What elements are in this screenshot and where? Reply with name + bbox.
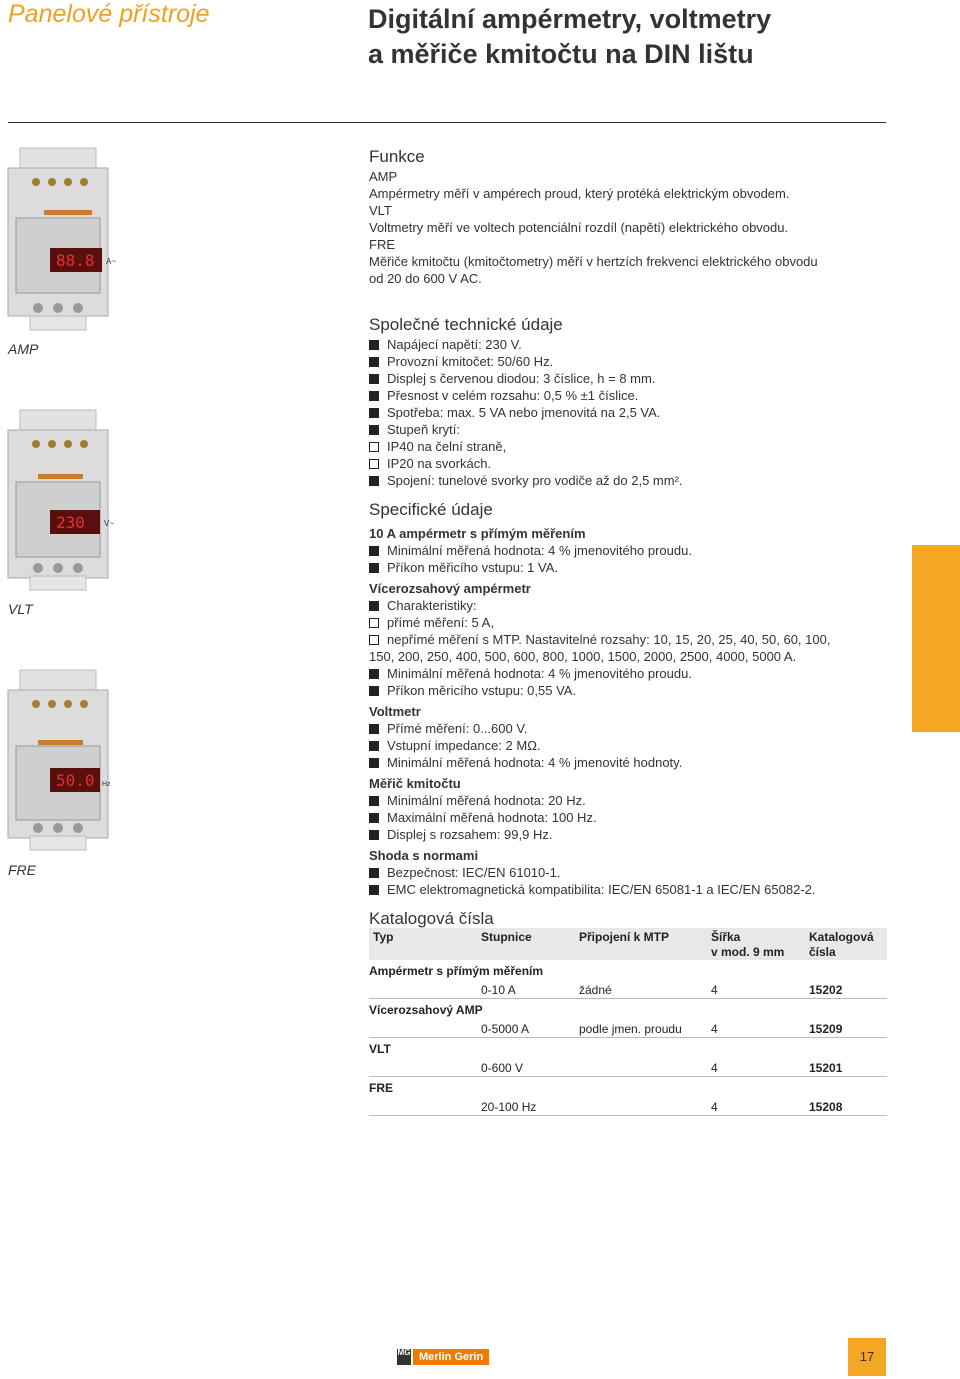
list-item-text: nepřímé měření s MTP. Nastavitelné rozsahy: 10, 15, 20, 25, 40, 50, 60, 100, (387, 632, 831, 647)
specificke-title: Specifické údaje (369, 500, 493, 519)
bullet-icon (369, 796, 379, 806)
table-row (369, 980, 887, 999)
bullet-icon (369, 408, 379, 418)
katalog-rows (369, 960, 887, 1116)
group-heading (369, 1077, 887, 1097)
list-item-text: Provozní kmitočet: 50/60 Hz. (387, 354, 554, 369)
spolecne-section (369, 314, 889, 489)
bullet-icon (369, 741, 379, 751)
spec-g5-heading: Shoda s normami (369, 848, 479, 863)
group-heading (369, 1038, 887, 1058)
spolecne-title: Společné technické údaje (369, 315, 563, 334)
col-sirka-line2: v mod. 9 mm (711, 945, 785, 959)
section-title: Panelové přístroje (8, 0, 210, 28)
fre-unit-text: Hz (102, 781, 111, 788)
bullet-icon (369, 813, 379, 823)
group-heading (369, 999, 887, 1019)
list-item (369, 404, 889, 421)
list-item (369, 737, 889, 754)
col-typ: Typ (373, 930, 394, 944)
cell-cislo: 15201 (809, 1061, 843, 1075)
col-stupnice: Stupnice (481, 930, 532, 944)
bullet-icon (369, 601, 379, 611)
list-item-text: Minimální měřená hodnota: 4 % jmenovitého proudu. (387, 666, 692, 681)
spolecne-list (369, 336, 889, 489)
cell-cislo: 15202 (809, 983, 843, 997)
list-item-text: Příkon měricího vstupu: 0,55 VA. (387, 683, 577, 698)
bullet-icon (369, 669, 379, 679)
bullet-icon (369, 724, 379, 734)
page-number: 17 (848, 1338, 886, 1376)
bullet-icon (369, 830, 379, 840)
bullet-icon (369, 391, 379, 401)
list-item (369, 353, 889, 370)
specificke-section (369, 499, 889, 898)
list-item (369, 754, 889, 771)
col-sirka-line1: Šířka (711, 930, 741, 944)
list-item (369, 370, 889, 387)
device-label-fre: FRE (8, 862, 36, 878)
brand-mark-icon: MG (397, 1349, 411, 1365)
spec-g2-heading: Vícerozsahový ampérmetr (369, 581, 531, 596)
device-label-amp: AMP (8, 341, 39, 357)
device-vlt-image (8, 410, 115, 600)
device-label-vlt: VLT (8, 601, 33, 617)
table-header (369, 928, 887, 960)
cell-cislo: 15208 (809, 1100, 843, 1114)
bullet-icon (369, 476, 379, 486)
cell-sirka: 4 (711, 1100, 718, 1114)
list-item (369, 455, 889, 472)
list-item-text: Minimální měřená hodnota: 4 % jmenovité hodnoty. (387, 755, 683, 770)
list-item-text: EMC elektromagnetická kompatibilita: IEC/EN 65081-1 a IEC/EN 65082-2. (387, 882, 816, 897)
funkce-fre-heading: FRE (369, 237, 395, 252)
funkce-fre-text-1: Měřiče kmitočtu (kmitočtometry) měří v hertzích frekvenci elektrického obvodu (369, 254, 818, 269)
list-item-text: Charakteristiky: (387, 598, 477, 613)
list-item (369, 597, 889, 614)
list-item-text: Napájecí napětí: 230 V. (387, 337, 522, 352)
list-item-text: Vstupní impedance: 2 MΩ. (387, 738, 541, 753)
cell-stupnice: 0-5000 A (481, 1022, 530, 1036)
bullet-icon (369, 425, 379, 435)
brand-logo (397, 1349, 489, 1365)
hollow-bullet-icon (369, 459, 379, 469)
list-item (369, 559, 889, 576)
list-item-text: Spotřeba: max. 5 VA nebo jmenovitá na 2,5 VA. (387, 405, 661, 420)
bullet-icon (369, 374, 379, 384)
list-item-text: IP20 na svorkách. (387, 456, 492, 471)
list-item (369, 792, 889, 809)
funkce-amp-text: Ampérmetry měří v ampérech proud, který protéká elektrickým obvodem. (369, 186, 790, 201)
katalog-title: Katalogová čísla (369, 909, 494, 928)
funkce-section (369, 146, 889, 287)
list-item (369, 438, 889, 455)
cell-stupnice: 0-10 A (481, 983, 516, 997)
list-item-text: Příkon měřicího vstupu: 1 VA. (387, 560, 558, 575)
col-sirka (711, 930, 784, 960)
group-name: VLT (369, 1042, 391, 1056)
list-item-continuation: 150, 200, 250, 400, 500, 600, 800, 1000, 1500, 2000, 2500, 4000, 5000 A. (369, 649, 797, 664)
bullet-icon (369, 546, 379, 556)
table-row (369, 1097, 887, 1116)
title-rule (8, 122, 886, 123)
cell-cislo: 15209 (809, 1022, 843, 1036)
list-item (369, 542, 889, 559)
cell-sirka: 4 (711, 1061, 718, 1075)
col-katalog-line1: Katalogová (809, 930, 874, 944)
list-item (369, 631, 889, 648)
table-row (369, 1019, 887, 1038)
group-name: Ampérmetr s přímým měřením (369, 964, 544, 978)
list-item (369, 472, 889, 489)
bullet-icon (369, 868, 379, 878)
orange-side-tab (912, 545, 960, 732)
list-item-text: přímé měření: 5 A, (387, 615, 494, 630)
funkce-vlt-heading: VLT (369, 203, 392, 218)
list-item (369, 421, 889, 438)
cell-sirka: 4 (711, 983, 718, 997)
funkce-fre-text-2: od 20 do 600 V AC. (369, 271, 482, 286)
col-katalog-line2: čísla (809, 945, 836, 959)
list-item-text: Minimální měřená hodnota: 20 Hz. (387, 793, 586, 808)
list-item-text: Přesnost v celém rozsahu: 0,5 % ±1 číslice. (387, 388, 639, 403)
bullet-icon (369, 563, 379, 573)
funkce-vlt-text: Voltmetry měří ve voltech potenciální rozdíl (napětí) elektrického obvodu. (369, 220, 789, 235)
list-item (369, 720, 889, 737)
cell-pripojeni: žádné (579, 983, 612, 997)
list-item-text: Bezpečnost: IEC/EN 61010-1. (387, 865, 561, 880)
list-item (369, 809, 889, 826)
list-item (369, 614, 889, 631)
list-item-text: Spojení: tunelové svorky pro vodiče až do 2,5 mm². (387, 473, 683, 488)
bullet-icon (369, 357, 379, 367)
page-title-line1: Digitální ampérmetry, voltmetry (368, 4, 772, 34)
page-title (368, 2, 928, 72)
list-item-text: Displej s červenou diodou: 3 číslice, h = 8 mm. (387, 371, 656, 386)
col-pripojeni: Připojení k MTP (579, 930, 670, 944)
list-item (369, 826, 889, 843)
list-item (369, 336, 889, 353)
hollow-bullet-icon (369, 635, 379, 645)
list-item-text: IP40 na čelní straně, (387, 439, 507, 454)
spec-g1-heading: 10 A ampérmetr s přímým měřením (369, 526, 586, 541)
list-item-text: Přímé měření: 0...600 V. (387, 721, 528, 736)
amp-unit-text: A~ (106, 257, 117, 266)
spec-g4-heading: Měřič kmitočtu (369, 776, 461, 791)
amp-display-text: 88.8 (56, 251, 95, 270)
cell-sirka: 4 (711, 1022, 718, 1036)
cell-stupnice: 20-100 Hz (481, 1100, 537, 1114)
group-heading (369, 960, 887, 980)
funkce-title: Funkce (369, 147, 425, 166)
list-item-text: Displej s rozsahem: 99,9 Hz. (387, 827, 553, 842)
device-amp-image (8, 148, 117, 338)
list-item (369, 387, 889, 404)
bullet-icon (369, 758, 379, 768)
cell-stupnice: 0-600 V (481, 1061, 524, 1075)
device-fre-image (8, 670, 111, 860)
list-item (369, 665, 889, 682)
list-item-text: Maximální měřená hodnota: 100 Hz. (387, 810, 597, 825)
katalog-table (369, 928, 887, 1116)
list-item (369, 682, 889, 699)
bullet-icon (369, 340, 379, 350)
bullet-icon (369, 686, 379, 696)
funkce-amp-heading: AMP (369, 169, 398, 184)
table-row (369, 1058, 887, 1077)
cell-pripojeni: podle jmen. proudu (579, 1022, 682, 1036)
page-title-line2: a měřiče kmitočtu na DIN lištu (368, 39, 754, 69)
list-item (369, 864, 889, 881)
vlt-display-text: 230 (56, 513, 85, 532)
vlt-unit-text: V~ (104, 519, 115, 528)
group-name: Vícerozsahový AMP (369, 1003, 483, 1017)
fre-display-text: 50.0 (56, 771, 95, 790)
list-item-text: Minimální měřená hodnota: 4 % jmenovitého proudu. (387, 543, 692, 558)
hollow-bullet-icon (369, 442, 379, 452)
hollow-bullet-icon (369, 618, 379, 628)
list-item (369, 881, 889, 898)
group-name: FRE (369, 1081, 393, 1095)
spec-g3-heading: Voltmetr (369, 704, 421, 719)
col-katalog (809, 930, 874, 960)
bullet-icon (369, 885, 379, 895)
brand-name: Merlin Gerin (413, 1349, 489, 1365)
list-item-text: Stupeň krytí: (387, 422, 460, 437)
